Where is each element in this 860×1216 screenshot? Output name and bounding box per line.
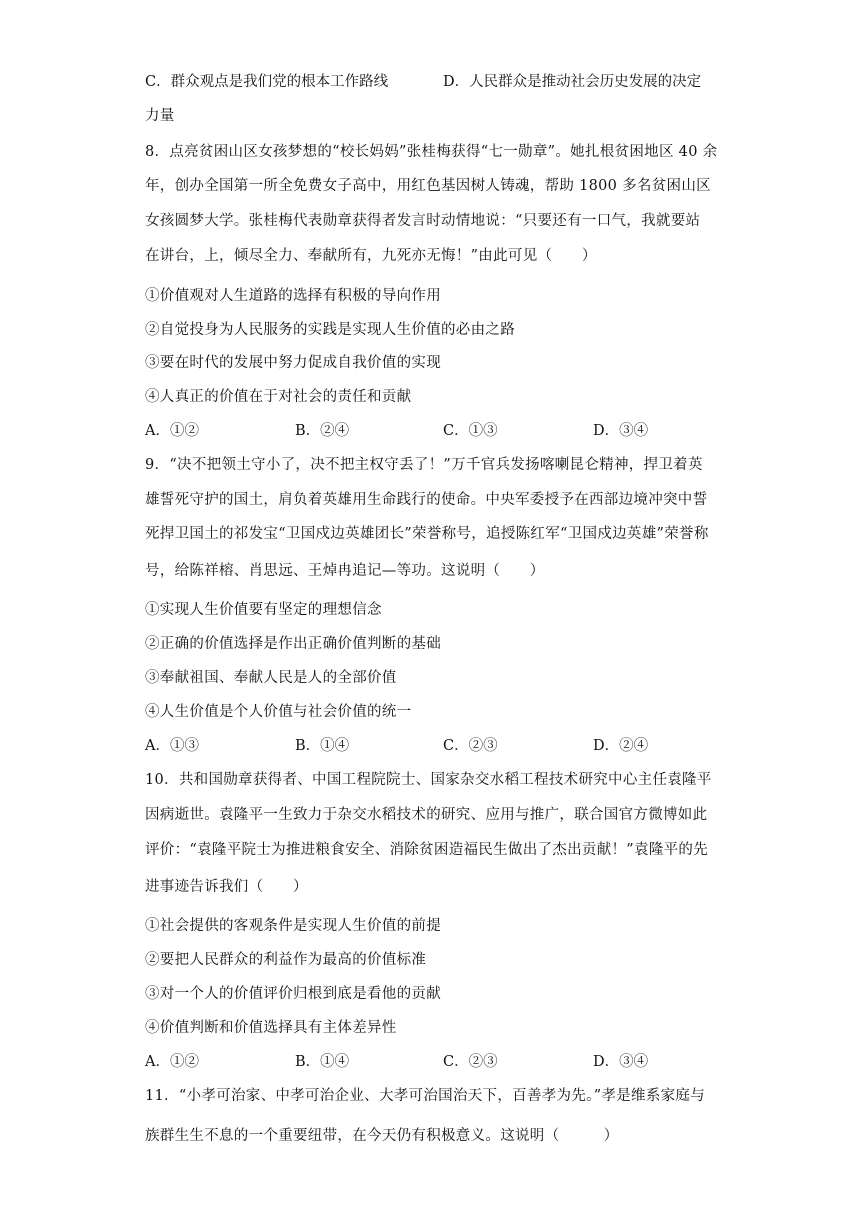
q8-option-d: D．③④ bbox=[593, 423, 649, 439]
q10-item-1: ①社会提供的客观条件是实现人生价值的前提 bbox=[145, 918, 441, 934]
q7-option-d: D．人民群众是推动社会历史发展的决定 bbox=[443, 74, 702, 90]
q10-stem-line-1: 10．共和国勋章获得者、中国工程院院士、国家杂交水稻工程技术研究中心主任袁隆平 bbox=[145, 772, 712, 788]
q11-stem-line-1: 11．“小孝可治家、中孝可治企业、大孝可治国治天下，百善孝为先。”孝是维系家庭与 bbox=[145, 1088, 706, 1104]
q7-option-d-continued: 力量 bbox=[145, 108, 175, 124]
q10-option-c: C．②③ bbox=[443, 1054, 498, 1070]
q10-option-b: B．①④ bbox=[295, 1054, 350, 1070]
q9-item-3: ③奉献祖国、奉献人民是人的全部价值 bbox=[145, 670, 397, 686]
q9-option-c: C．②③ bbox=[443, 738, 498, 754]
q9-item-4: ④人生价值是个人价值与社会价值的统一 bbox=[145, 704, 412, 720]
q10-stem-line-2: 因病逝世。袁隆平一生致力于杂交水稻技术的研究、应用与推广，联合国官方微博如此 bbox=[145, 807, 708, 823]
q9-stem-line-1: 9．“决不把领土守小了，决不把主权守丢了！”万千官兵发扬喀喇昆仑精神，捍卫着英 bbox=[145, 457, 703, 473]
q9-stem-line-2: 雄誓死守护的国土，肩负着英雄用生命践行的使命。中央军委授予在西部边境冲突中誓 bbox=[145, 492, 708, 508]
q9-stem-line-3: 死捍卫国土的祁发宝“卫国戍边英雄团长”荣誉称号，追授陈红军“卫国戍边英雄”荣誉称 bbox=[145, 526, 709, 542]
q11-stem-line-2: 族群生生不息的一个重要纽带，在今天仍有积极意义。这说明（ ） bbox=[145, 1128, 619, 1144]
q8-item-3: ③要在时代的发展中努力促成自我价值的实现 bbox=[145, 355, 441, 371]
q8-item-2: ②自觉投身为人民服务的实践是实现人生价值的必由之路 bbox=[145, 322, 515, 338]
q9-item-1: ①实现人生价值要有坚定的理想信念 bbox=[145, 602, 382, 618]
q8-stem-line-3: 女孩圆梦大学。张桂梅代表勋章获得者发言时动情地说：“只要还有一口气，我就要站 bbox=[145, 213, 701, 229]
q10-option-d: D．③④ bbox=[593, 1054, 649, 1070]
q9-option-b: B．①④ bbox=[295, 738, 350, 754]
q8-option-a: A．①② bbox=[145, 423, 199, 439]
q10-item-4: ④价值判断和价值选择具有主体差异性 bbox=[145, 1020, 397, 1036]
q8-item-1: ①价值观对人生道路的选择有积极的导向作用 bbox=[145, 288, 441, 304]
q8-item-4: ④人真正的价值在于对社会的责任和贡献 bbox=[145, 389, 412, 405]
q9-option-d: D．②④ bbox=[593, 738, 649, 754]
q8-stem-line-2: 年，创办全国第一所全免费女子高中，用红色基因树人铸魂，帮助 1800 多名贫困山区 bbox=[145, 178, 711, 194]
q8-option-b: B．②④ bbox=[295, 423, 350, 439]
q10-item-2: ②要把人民群众的利益作为最高的价值标准 bbox=[145, 952, 427, 968]
q9-option-a: A．①③ bbox=[145, 738, 199, 754]
q7-option-c: C．群众观点是我们党的根本工作路线 bbox=[145, 74, 389, 90]
q8-option-c: C．①③ bbox=[443, 423, 498, 439]
q9-stem-line-4: 号，给陈祥榕、肖思远、王焯冉追记—等功。这说明（ ） bbox=[145, 563, 545, 579]
q10-option-a: A．①② bbox=[145, 1054, 199, 1070]
q9-item-2: ②正确的价值选择是作出正确价值判断的基础 bbox=[145, 636, 441, 652]
q10-stem-line-4: 进事迹告诉我们（ ） bbox=[145, 879, 308, 895]
q10-item-3: ③对一个人的价值评价归根到底是看他的贡献 bbox=[145, 986, 441, 1002]
q10-stem-line-3: 评价：“袁隆平院士为推进粮食安全、消除贫困造福民生做出了杰出贡献！”袁隆平的先 bbox=[145, 842, 709, 858]
q8-stem-line-1: 8．点亮贫困山区女孩梦想的“校长妈妈”张桂梅获得“七一勋章”。她扎根贫困地区 40 余 bbox=[145, 144, 718, 160]
q8-stem-line-4: 在讲台，上，倾尽全力、奉献所有，九死亦无悔！”由此可见（ ） bbox=[145, 248, 597, 264]
